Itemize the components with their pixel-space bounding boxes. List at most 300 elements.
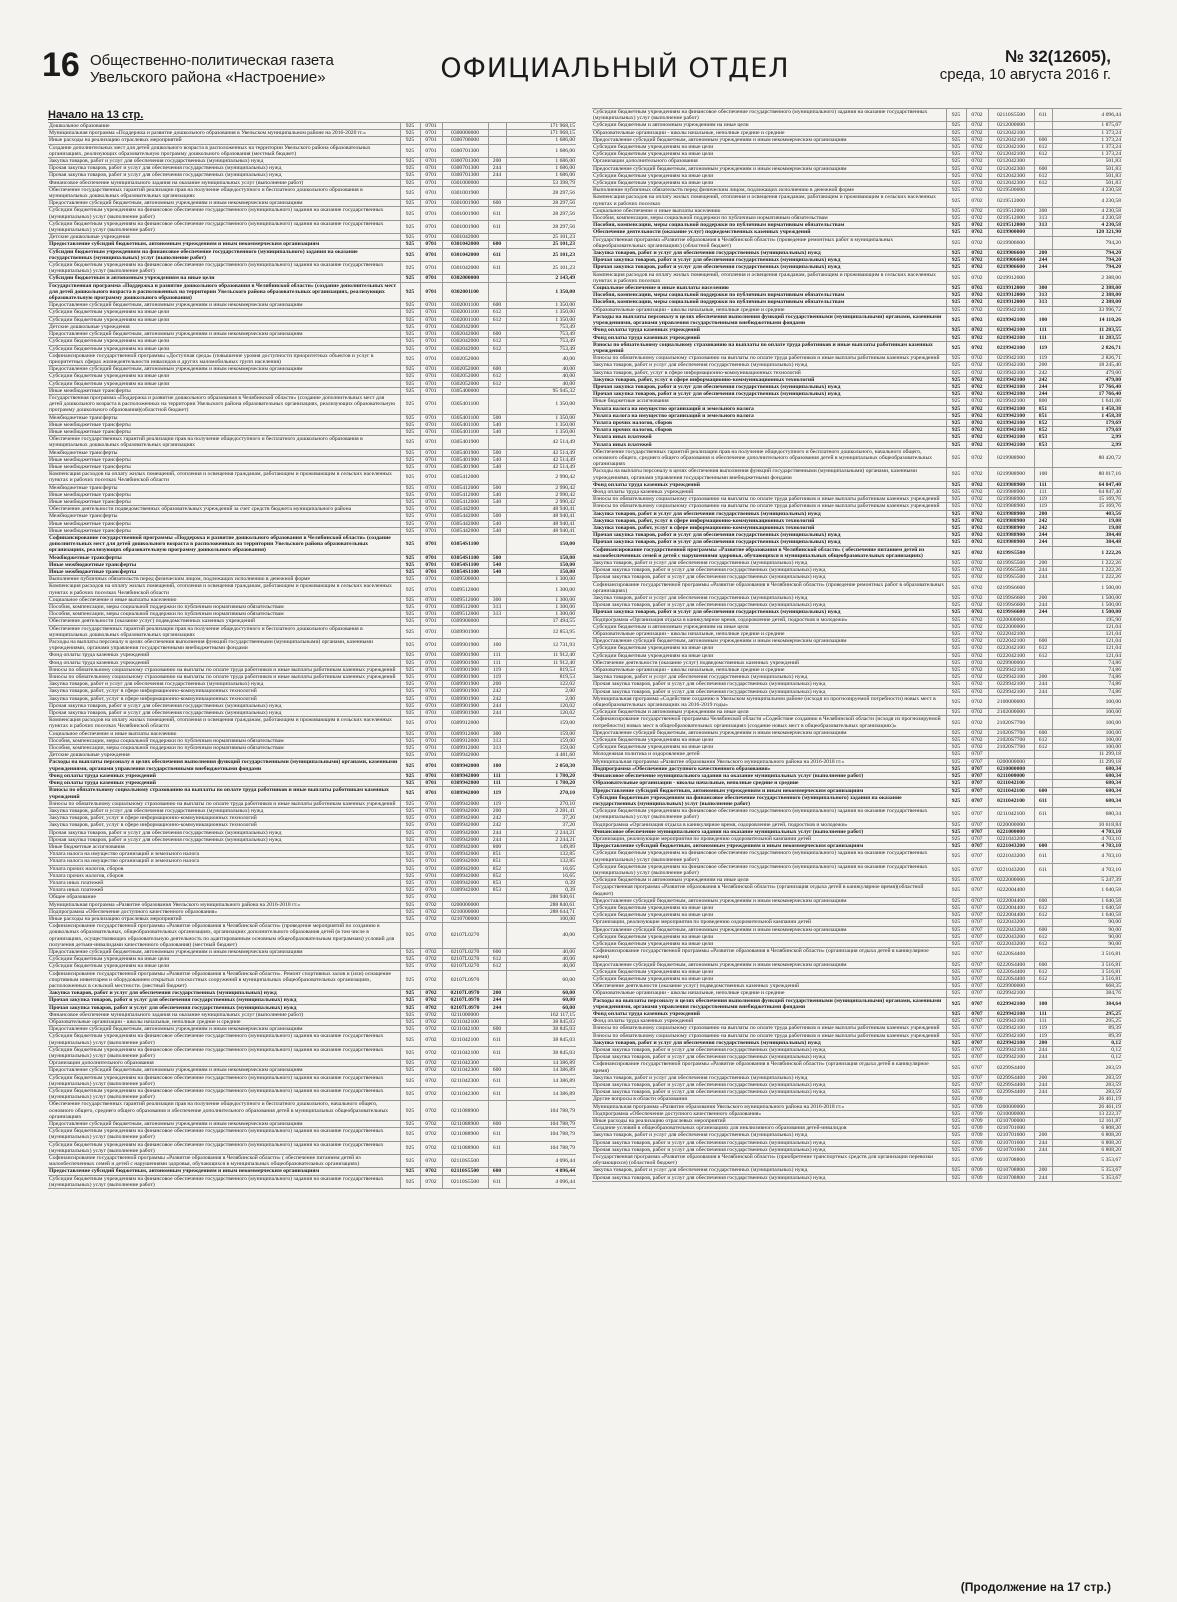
row-expense-type: 244: [1034, 1054, 1052, 1061]
row-amount: 38 845,03: [506, 1033, 576, 1046]
row-expense-type: 800: [1034, 398, 1052, 405]
row-name: Компенсация расходов на оплату жилых помещений, отопления и освещения гражданам, работающим и проживающим в сельских населенных пунктах и рабочих поселках: [592, 194, 946, 207]
row-section-code: 0702: [966, 306, 988, 313]
row-target-code: 03054S1100: [442, 534, 488, 554]
row-name: Субсидии бюджетным учреждениям на иные цели: [592, 180, 946, 187]
row-target-code: 0210000000: [442, 908, 488, 915]
row-section-code: 0702: [966, 122, 988, 129]
row-section-code: 0702: [420, 894, 442, 901]
table-row: [592, 843, 1122, 850]
row-ministry-code: 925: [400, 520, 420, 527]
row-expense-type: 600: [1034, 843, 1052, 850]
row-expense-type: 600: [1034, 897, 1052, 904]
row-section-code: 0702: [966, 180, 988, 187]
row-ministry-code: 925: [946, 926, 966, 933]
row-section-code: 0701: [420, 428, 442, 435]
row-ministry-code: 925: [946, 609, 966, 616]
row-target-code: 0309942000: [442, 858, 488, 865]
row-ministry-code: 925: [400, 963, 420, 970]
row-name: Предоставление субсидий бюджетным, автономным учреждениям и иным некоммерческим организациям: [48, 1168, 400, 1175]
row-expense-type: 244: [488, 172, 506, 179]
table-row: [48, 596, 576, 603]
row-target-code: 0309500000: [442, 576, 488, 583]
row-name: Субсидии бюджетным учреждениям на иные цели: [592, 645, 946, 652]
table-row: [592, 503, 1122, 510]
row-name: Уплата налога на имущество организаций и земельного налога: [48, 851, 400, 858]
row-target-code: 0219942100: [988, 441, 1034, 448]
row-amount: 89,39: [1052, 1032, 1122, 1039]
row-section-code: 0702: [420, 1067, 442, 1074]
row-target-code: 0219988900: [988, 488, 1034, 495]
row-name: Предоставление субсидий бюджетным, автономным учреждениям и иным некоммерческим организациям: [592, 729, 946, 736]
row-ministry-code: 925: [400, 780, 420, 787]
row-target-code: 0309942000: [442, 872, 488, 879]
row-target-code: 02107L0970: [442, 1004, 488, 1011]
row-name: Уплата иных платежей: [592, 434, 946, 441]
row-amount: 501,83: [1052, 172, 1122, 179]
row-name: Предоставление субсидий бюджетным, автономным учреждениям и иным некоммерческим организациям: [592, 897, 946, 904]
row-section-code: 0702: [420, 970, 442, 990]
row-name: Прочая закупка товаров, работ и услуг для обеспечения государственных (муниципальных) нужд: [592, 1082, 946, 1089]
row-section-code: 0701: [420, 316, 442, 323]
row-name: Создание дополнительных мест для детей дошкольного возраста в расположенных на территории Увельского района образовательных организациях, реализующих образовательную программу дошкольного образования (местный бюджет): [48, 144, 400, 157]
row-amount: 5 353,67: [1052, 1174, 1122, 1181]
row-name: Субсидии бюджетным и автономным учреждениям на иные цели: [592, 122, 946, 129]
row-ministry-code: 925: [400, 484, 420, 491]
table-row: [48, 186, 576, 199]
row-section-code: 0707: [966, 751, 988, 758]
table-row: [48, 436, 576, 449]
row-expense-type: 244: [1034, 1047, 1052, 1054]
row-ministry-code: 925: [946, 524, 966, 531]
row-amount: 132,85: [506, 851, 576, 858]
table-row: [48, 248, 576, 261]
row-name: Иные межбюджетные трансферты: [48, 463, 400, 470]
table-row: [592, 926, 1122, 933]
row-amount: 2,00: [506, 688, 576, 695]
table-row: [48, 908, 576, 915]
row-ministry-code: 925: [946, 355, 966, 362]
row-target-code: 0219942100: [988, 419, 1034, 426]
row-target-code: 0229942100: [988, 674, 1034, 681]
table-row: [48, 681, 576, 688]
row-expense-type: 313: [488, 604, 506, 611]
row-name: Иные бюджетные ассигнования: [592, 398, 946, 405]
row-expense-type: 244: [1034, 1082, 1052, 1089]
row-amount: 6 808,20: [1052, 1139, 1122, 1146]
row-name: Молодежная политика и оздоровление детей: [592, 751, 946, 758]
row-target-code: 0211042100: [442, 1046, 488, 1059]
table-row: [592, 659, 1122, 666]
row-amount: 2,99: [1052, 441, 1122, 448]
row-target-code: 0305412000: [442, 471, 488, 484]
table-row: [48, 380, 576, 387]
row-section-code: 0707: [966, 1074, 988, 1081]
row-target-code: 02107L0270: [442, 948, 488, 955]
row-expense-type: [488, 915, 506, 922]
row-section-code: 0702: [420, 1026, 442, 1033]
row-amount: 28 297,56: [506, 186, 576, 199]
row-amount: 38 845,03: [506, 1046, 576, 1059]
row-expense-type: 540: [488, 428, 506, 435]
row-ministry-code: 925: [400, 449, 420, 456]
row-ministry-code: 925: [946, 919, 966, 926]
row-amount: 1 686,00: [506, 158, 576, 165]
row-name: Взносы по обязательному социальному страхованию на выплаты по оплате труда работников и иные выплаты работникам казенных учреждений: [48, 800, 400, 807]
row-name: Общее образование: [48, 894, 400, 901]
row-name: Предоставление субсидий бюджетным, автономным учреждениям и иным некоммерческим организациям: [48, 302, 400, 309]
row-section-code: 0701: [420, 759, 442, 772]
row-section-code: 0702: [966, 716, 988, 729]
row-amount: 819,53: [506, 674, 576, 681]
row-name: Подпрограмма «Обеспечение доступного качественного образования»: [592, 1110, 946, 1117]
row-target-code: 0309512000: [442, 604, 488, 611]
row-expense-type: 244: [488, 165, 506, 172]
row-target-code: 0219942100: [988, 391, 1034, 398]
row-ministry-code: 925: [946, 412, 966, 419]
row-target-code: 02199S5500: [988, 567, 1034, 574]
table-row: [48, 688, 576, 695]
row-name: Обеспечение деятельности (оказание услуг) подведомственных казенных учреждений: [592, 983, 946, 990]
table-row: [592, 427, 1122, 434]
row-name: Уплата иных платежей: [48, 879, 400, 886]
row-amount: 2 050,30: [506, 759, 576, 772]
row-expense-type: 244: [1034, 539, 1052, 546]
row-section-code: 0707: [966, 828, 988, 835]
row-section-code: 0701: [420, 865, 442, 872]
table-row: [592, 716, 1122, 729]
row-name: Прочая закупка товаров, работ и услуг для обеспечения государственных (муниципальных) нужд: [592, 539, 946, 546]
row-name: Предоставление субсидий бюджетным, автономным учреждениям и иным некоммерческим организациям: [592, 136, 946, 143]
row-name: Пособия, компенсации, меры социальной поддержки по публичным нормативным обязательствам: [592, 215, 946, 222]
table-row: [48, 309, 576, 316]
row-ministry-code: 925: [946, 187, 966, 194]
row-expense-type: [488, 970, 506, 990]
row-ministry-code: 925: [400, 1141, 420, 1154]
row-amount: 1 373,24: [1052, 151, 1122, 158]
table-row: [48, 990, 576, 997]
row-amount: 40,00: [506, 956, 576, 963]
row-amount: 4 230,58: [1052, 215, 1122, 222]
table-row: [592, 496, 1122, 503]
row-target-code: 0309901900: [442, 710, 488, 717]
row-amount: 159,00: [506, 730, 576, 737]
row-section-code: 0701: [420, 323, 442, 330]
row-target-code: 0219912000: [988, 271, 1034, 284]
row-name: Уплата иных платежей: [48, 887, 400, 894]
row-target-code: 0210701600: [988, 1146, 1034, 1153]
row-expense-type: 600: [488, 331, 506, 338]
row-section-code: 0702: [420, 990, 442, 997]
row-name: Предоставление субсидий бюджетным, автономным учреждениям и иным некоммерческим организациям: [48, 366, 400, 373]
row-target-code: 02110S5500: [442, 1175, 488, 1188]
table-row: [48, 915, 576, 922]
row-name: Субсидии бюджетным учреждениям на финансовое обеспечение государственного (муниципального) задания на оказание государственных (муниципальных) услуг (выполнение работ): [592, 109, 946, 122]
row-ministry-code: 925: [400, 471, 420, 484]
table-row: [48, 674, 576, 681]
row-section-code: 0702: [966, 222, 988, 229]
table-row: [592, 1154, 1122, 1167]
row-expense-type: 500: [488, 449, 506, 456]
row-amount: 40,00: [506, 366, 576, 373]
row-ministry-code: 925: [400, 625, 420, 638]
row-section-code: 0701: [420, 394, 442, 414]
row-section-code: 0701: [420, 158, 442, 165]
newspaper-name-line2: Увельского района «Настроение»: [90, 69, 326, 86]
table-row: [48, 807, 576, 814]
row-amount: 64 847,40: [1052, 481, 1122, 488]
row-name: Предоставление субсидий бюджетным, автономным учреждениям и иным некоммерческим организациям: [592, 843, 946, 850]
row-ministry-code: 925: [946, 1139, 966, 1146]
row-expense-type: 611: [1034, 808, 1052, 821]
row-amount: 28 297,56: [506, 207, 576, 220]
row-expense-type: [488, 144, 506, 157]
row-target-code: 0219906600: [988, 264, 1034, 271]
table-row: [592, 236, 1122, 249]
row-ministry-code: 925: [400, 186, 420, 199]
row-name: Иные межбюджетные трансферты: [48, 428, 400, 435]
row-target-code: 0229942100: [988, 1054, 1034, 1061]
row-name: Субсидии бюджетным и автономным учреждениям на иные цели: [592, 877, 946, 884]
row-name: Уплата прочих налогов, сборов: [48, 872, 400, 879]
row-expense-type: 119: [1034, 1025, 1052, 1032]
row-section-code: 0701: [420, 331, 442, 338]
row-section-code: 0701: [420, 561, 442, 568]
row-section-code: 0702: [966, 532, 988, 539]
row-ministry-code: 925: [946, 574, 966, 581]
row-amount: 4 096,44: [1052, 109, 1122, 122]
row-target-code: 0212042300: [988, 172, 1034, 179]
row-ministry-code: 925: [946, 398, 966, 405]
row-amount: 2,99: [1052, 434, 1122, 441]
row-amount: 5 247,39: [1052, 877, 1122, 884]
row-target-code: 0219988900: [988, 496, 1034, 503]
table-row: [592, 434, 1122, 441]
table-row: [48, 561, 576, 568]
row-amount: 10 618,84: [1052, 821, 1122, 828]
row-name: Государственная программа «Развитие образования в Челябинской области» (организация отдыха детей в каникулярное время)(областной бюджет): [592, 884, 946, 897]
issue-info: [940, 48, 1111, 84]
row-section-code: 0707: [966, 863, 988, 876]
row-amount: 1 350,00: [506, 282, 576, 302]
row-ministry-code: 925: [946, 539, 966, 546]
row-name: Прочая закупка товаров, работ и услуг для обеспечения государственных (муниципальных) нужд: [48, 1004, 400, 1011]
table-row: [592, 222, 1122, 229]
table-row: [592, 441, 1122, 448]
row-ministry-code: 925: [400, 1060, 420, 1067]
row-expense-type: 612: [1034, 968, 1052, 975]
row-target-code: 0309901900: [442, 652, 488, 659]
row-section-code: 0701: [420, 130, 442, 137]
row-name: Уплата налога на имущество организаций и земельного налога: [592, 412, 946, 419]
row-amount: 11 299,18: [1052, 758, 1122, 765]
row-amount: 104 788,79: [506, 1128, 576, 1141]
table-row: [592, 510, 1122, 517]
row-expense-type: [1034, 695, 1052, 708]
row-ministry-code: 925: [946, 448, 966, 468]
row-amount: 4 096,44: [506, 1175, 576, 1188]
table-row: [592, 602, 1122, 609]
table-row: [592, 1011, 1122, 1018]
row-amount: 1 640,58: [1052, 912, 1122, 919]
row-name: Субсидии бюджетным учреждениям на иные цели: [592, 933, 946, 940]
row-target-code: 02110S5500: [442, 1168, 488, 1175]
row-target-code: 0222004400: [988, 884, 1034, 897]
row-section-code: 0707: [966, 990, 988, 997]
row-ministry-code: 925: [400, 366, 420, 373]
row-section-code: 0701: [420, 137, 442, 144]
row-name: Иные бюджетные ассигнования: [48, 843, 400, 850]
table-row: [592, 299, 1122, 306]
row-target-code: 0309912000: [442, 737, 488, 744]
row-ministry-code: 925: [400, 1101, 420, 1121]
row-amount: 1 780,20: [506, 780, 576, 787]
row-ministry-code: 925: [400, 1019, 420, 1026]
row-target-code: 21020S7700: [988, 729, 1034, 736]
table-row: [592, 652, 1122, 659]
row-target-code: 0219988900: [988, 517, 1034, 524]
row-name: Обеспечение государственных гарантий реализации прав на получение общедоступного и бесплатного дошкольного, начального общего, основного общего, среднего общего образования и обеспечение дополнительного образования детей в муниципальных общеобразовательных организациях: [48, 1101, 400, 1121]
table-row: [48, 316, 576, 323]
table-row: [592, 180, 1122, 187]
row-amount: 33 996,72: [1052, 306, 1122, 313]
row-amount: 753,49: [506, 331, 576, 338]
row-target-code: 0302042000: [442, 345, 488, 352]
row-amount: 14 386,89: [506, 1060, 576, 1067]
row-expense-type: 611: [488, 248, 506, 261]
row-ministry-code: 925: [400, 338, 420, 345]
table-row: [592, 405, 1122, 412]
row-section-code: 0702: [966, 144, 988, 151]
table-row: [592, 391, 1122, 398]
row-amount: 283,59: [1052, 1089, 1122, 1096]
row-section-code: 0702: [966, 441, 988, 448]
row-amount: 4 703,10: [1052, 828, 1122, 835]
table-row: [592, 313, 1122, 326]
row-section-code: 0701: [420, 449, 442, 456]
table-row: [48, 520, 576, 527]
row-section-code: 0702: [966, 638, 988, 645]
row-section-code: 0701: [420, 780, 442, 787]
table-row: [48, 1141, 576, 1154]
row-amount: 37,20: [506, 815, 576, 822]
row-ministry-code: 925: [946, 794, 966, 807]
row-ministry-code: 925: [400, 513, 420, 520]
row-name: Финансовое обеспечение муниципального задания на оказание муниципальных услуг (выполнение работ): [592, 773, 946, 780]
issue-number: № 32(12605),: [1005, 47, 1111, 66]
row-amount: 753,49: [506, 338, 576, 345]
row-name: Прочая закупка товаров, работ и услуг для обеспечения государственных (муниципальных) нужд: [592, 264, 946, 271]
row-amount: 3 516,81: [1052, 975, 1122, 982]
table-row: [48, 872, 576, 879]
table-row: [48, 702, 576, 709]
row-expense-type: 100: [1034, 997, 1052, 1010]
table-row: [592, 1096, 1122, 1103]
table-row: [48, 449, 576, 456]
issue-date: среда, 10 августа 2016 г.: [939, 66, 1111, 83]
row-expense-type: 612: [1034, 172, 1052, 179]
row-section-code: 0702: [420, 1033, 442, 1046]
row-ministry-code: 925: [946, 674, 966, 681]
table-row: [48, 843, 576, 850]
row-name: Государственная программа «Поддержка и развитие дошкольного образования в Челябинской области» (создание дополнительных мест для детей дошкольного возраста в расположенных на территории Увельского района образовательных организациях, реализующих образовательную программу дошкольного образования)(областной бюджет): [48, 394, 400, 414]
row-name: Субсидии бюджетным учреждениям на иные цели: [48, 338, 400, 345]
row-amount: 479,00: [1052, 376, 1122, 383]
table-row: [48, 323, 576, 330]
row-expense-type: [1034, 122, 1052, 129]
row-target-code: 0211042100: [442, 1026, 488, 1033]
row-name: Субсидии бюджетным учреждениям на финансовое обеспечение государственного (муниципального) задания на оказание государственных (муниципальных) услуг (выполнение работ): [592, 863, 946, 876]
row-section-code: 0702: [420, 1175, 442, 1188]
table-row: [592, 567, 1122, 574]
row-target-code: 0211042300: [442, 1067, 488, 1074]
row-expense-type: 600: [1034, 961, 1052, 968]
row-expense-type: 119: [488, 787, 506, 800]
row-ministry-code: 925: [400, 165, 420, 172]
row-section-code: 0707: [966, 919, 988, 926]
row-expense-type: [488, 717, 506, 730]
row-ministry-code: 925: [946, 863, 966, 876]
row-target-code: 0309942000: [442, 752, 488, 759]
row-target-code: 0211088900: [442, 1121, 488, 1128]
row-target-code: 0305401100: [442, 414, 488, 421]
row-name: Прочая закупка товаров, работ и услуг для обеспечения государственных (муниципальных) нужд: [48, 710, 400, 717]
row-section-code: 0707: [966, 897, 988, 904]
row-section-code: 0701: [420, 879, 442, 886]
row-ministry-code: 925: [946, 1146, 966, 1153]
row-target-code: 0219988900: [988, 503, 1034, 510]
row-expense-type: [488, 1019, 506, 1026]
row-target-code: 0219988900: [988, 539, 1034, 546]
row-section-code: 0701: [420, 338, 442, 345]
row-ministry-code: 925: [400, 248, 420, 261]
row-ministry-code: 925: [400, 506, 420, 513]
table-row: [592, 122, 1122, 129]
row-target-code: 0305442000: [442, 520, 488, 527]
row-target-code: 0229942100: [988, 688, 1034, 695]
row-target-code: 0219988900: [988, 481, 1034, 488]
row-amount: 40,00: [506, 948, 576, 955]
row-target-code: 0219900000: [988, 229, 1034, 236]
row-amount: 100,00: [1052, 709, 1122, 716]
row-section-code: 0701: [420, 513, 442, 520]
row-target-code: 0219942100: [988, 327, 1034, 334]
table-row: [48, 352, 576, 365]
row-section-code: 0701: [420, 179, 442, 186]
row-expense-type: [1034, 616, 1052, 623]
row-expense-type: 852: [1034, 427, 1052, 434]
row-name: Иные межбюджетные трансферты: [48, 456, 400, 463]
row-section-code: 0707: [966, 1089, 988, 1096]
row-expense-type: 313: [1034, 215, 1052, 222]
row-section-code: 0707: [966, 1054, 988, 1061]
table-row: [48, 527, 576, 534]
row-section-code: 0701: [420, 498, 442, 505]
row-name: Предоставление субсидий бюджетным, автономным учреждениям и иным некоммерческим организациям: [48, 1067, 400, 1074]
table-row: [48, 172, 576, 179]
row-target-code: 0302042000: [442, 338, 488, 345]
row-ministry-code: 925: [400, 836, 420, 843]
row-section-code: 0707: [966, 1047, 988, 1054]
row-expense-type: 600: [488, 1067, 506, 1074]
row-ministry-code: 925: [400, 915, 420, 922]
row-target-code: 0309942000: [442, 851, 488, 858]
row-amount: 121,04: [1052, 631, 1122, 638]
row-expense-type: [1034, 773, 1052, 780]
row-ministry-code: 925: [400, 345, 420, 352]
row-amount: 3 516,81: [1052, 948, 1122, 961]
row-section-code: 0702: [420, 908, 442, 915]
